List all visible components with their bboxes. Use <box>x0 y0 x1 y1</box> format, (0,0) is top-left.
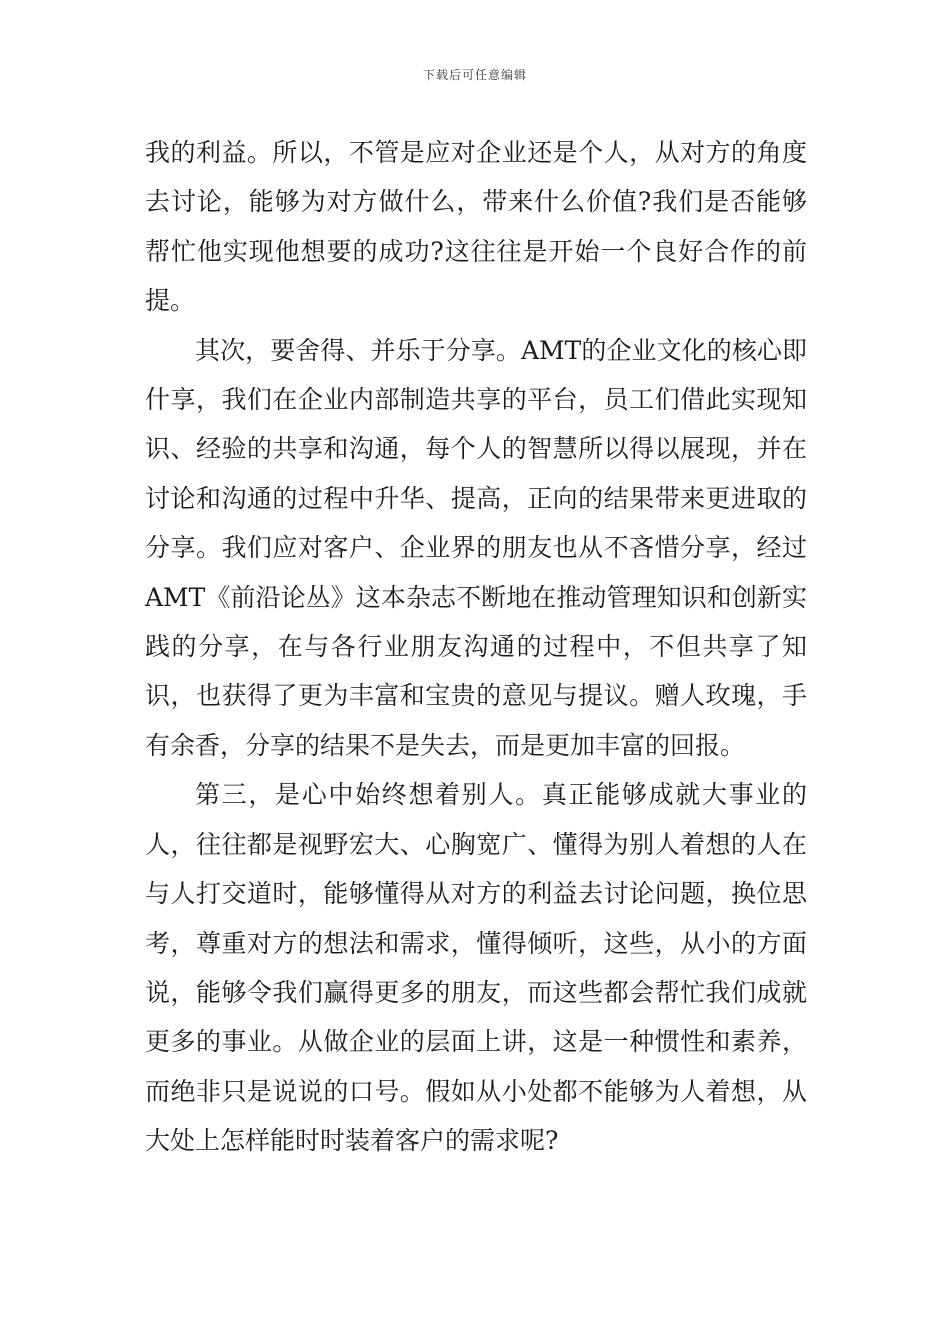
paragraph-2: 其次，要舍得、并乐于分享。AMT的企业文化的核心即什享，我们在企业内部制造共享的平台，员工们借此实现知识、经验的共享和沟通，每个人的智慧所以得以展现，并在讨论和沟通的过程中升华、提高，正向的结果带来更进取的分享。我们应对客户、企业界的朋友也从不吝惜分享，经过AMT《前沿论丛》这本杂志不断地在推动管理知识和创新实践的分享，在与各行业朋友沟通的过程中，不但共享了知识，也获得了更为丰富和宝贵的意见与提议。赠人玫瑰，手有余香，分享的结果不是失去，而是更加丰富的回报。 <box>145 335 807 760</box>
document-body <box>145 128 807 1166</box>
paragraph-1: 我的利益。所以，不管是应对企业还是个人，从对方的角度去讨论，能够为对方做什么，带来什么价值?我们是否能够帮忙他实现他想要的成功?这往往是开始一个良好合作的前提。 <box>145 138 807 316</box>
page-header: 下载后可任意编辑 <box>422 68 527 82</box>
paragraph-3: 第三，是心中始终想着别人。真正能够成就大事业的人，往往都是视野宏大、心胸宽广、懂得为别人着想的人在与人打交道时，能够懂得从对方的利益去讨论问题，换位思考，尊重对方的想法和需求，懂得倾听，这些，从小的方面说，能够令我们赢得更多的朋友，而这些都会帮忙我们成就更多的事业。从做企业的层面上讲，这是一种惯性和素养，而绝非只是说说的口号。假如从小处都不能够为人着想，从大处上怎样能时时装着客户的需求呢? <box>145 780 807 1156</box>
